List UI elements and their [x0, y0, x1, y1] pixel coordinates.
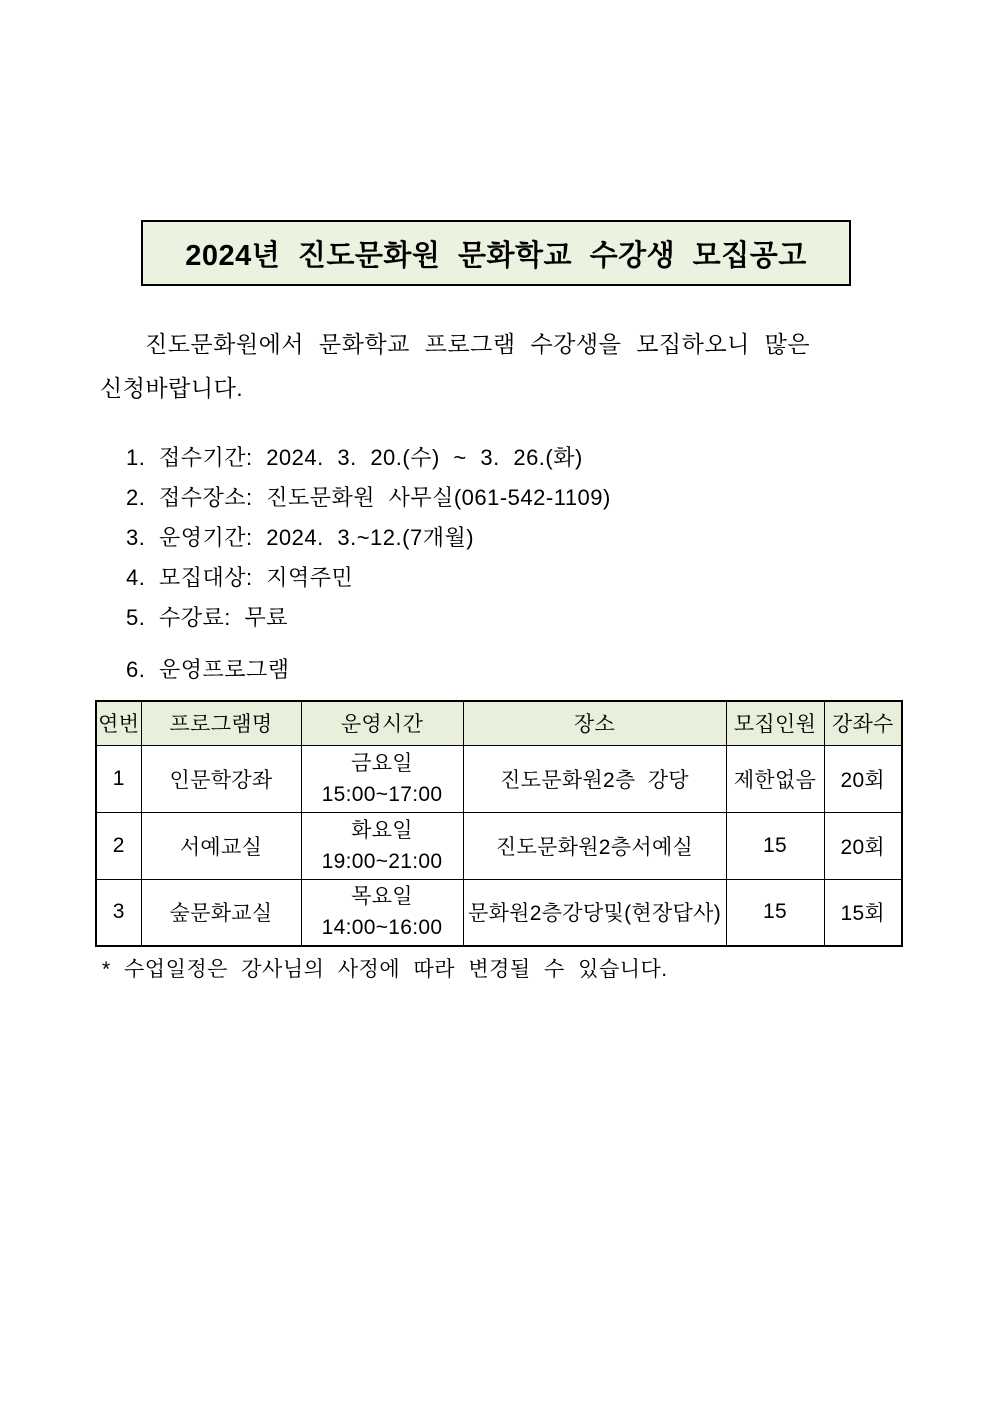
cell-capacity: 15	[726, 812, 824, 879]
cell-day: 화요일	[351, 818, 413, 842]
table-row	[96, 812, 902, 879]
intro-paragraph	[100, 322, 840, 410]
cell-capacity: 15	[726, 879, 824, 946]
header-cell-place: 장소	[463, 701, 726, 745]
cell-no: 1	[96, 745, 141, 812]
list-item-target: 4. 모집대상: 지역주민	[126, 565, 354, 590]
intro-line-1: 진도문화원에서 문화학교 프로그램 수강생을 모집하오니 많은	[145, 331, 811, 357]
cell-sessions: 20회	[824, 745, 902, 812]
cell-place: 진도문화원2층 강당	[463, 745, 726, 812]
header-cell-capacity: 모집인원	[726, 701, 824, 745]
cell-time	[301, 812, 463, 879]
cell-hours: 14:00~16:00	[321, 916, 443, 940]
list-item-fee: 5. 수강료: 무료	[126, 605, 288, 630]
cell-capacity: 제한없음	[726, 745, 824, 812]
header-cell-no: 연번	[96, 701, 141, 745]
cell-hours: 19:00~21:00	[321, 849, 443, 873]
cell-no: 3	[96, 879, 141, 946]
header-cell-program: 프로그램명	[141, 701, 301, 745]
cell-place: 진도문화원2층서예실	[463, 812, 726, 879]
cell-day: 금요일	[351, 751, 413, 775]
cell-time	[301, 745, 463, 812]
cell-day: 목요일	[351, 885, 413, 909]
header-cell-sessions: 강좌수	[824, 701, 902, 745]
intro-line-2: 신청바랍니다.	[100, 375, 244, 401]
document-title: 2024년 진도문화원 문화학교 수강생 모집공고	[185, 239, 807, 272]
cell-no: 2	[96, 812, 141, 879]
footnote: * 수업일정은 강사님의 사정에 따라 변경될 수 있습니다.	[102, 958, 668, 981]
cell-program: 서예교실	[141, 812, 301, 879]
numbered-list	[126, 438, 611, 638]
program-table	[95, 700, 903, 947]
cell-program: 인문학강좌	[141, 745, 301, 812]
title-box	[141, 220, 851, 286]
list-item-reception-period: 1. 접수기간: 2024. 3. 20.(수) ~ 3. 26.(화)	[126, 445, 583, 470]
cell-program: 숲문화교실	[141, 879, 301, 946]
table-row	[96, 745, 902, 812]
cell-sessions: 15회	[824, 879, 902, 946]
cell-place: 문화원2층강당및(현장답사)	[463, 879, 726, 946]
table-row	[96, 879, 902, 946]
header-cell-time: 운영시간	[301, 701, 463, 745]
list-item-operation-period: 3. 운영기간: 2024. 3.~12.(7개월)	[126, 525, 475, 550]
table-header-row	[96, 701, 902, 745]
cell-hours: 15:00~17:00	[321, 782, 443, 806]
cell-time	[301, 879, 463, 946]
section-6-heading: 6. 운영프로그램	[126, 657, 290, 682]
list-item-reception-place: 2. 접수장소: 진도문화원 사무실(061-542-1109)	[126, 485, 611, 510]
cell-sessions: 20회	[824, 812, 902, 879]
